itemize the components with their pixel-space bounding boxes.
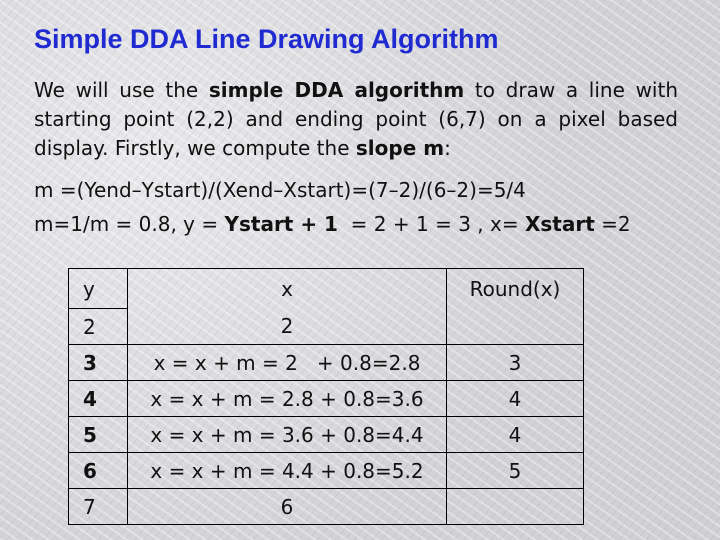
table-row [69, 489, 584, 525]
intro-text-2: to draw a line with starting point (2,2) and ending point (6,7) on a pixel based display. Firstly, we compute the [34, 78, 679, 160]
table-row [69, 453, 584, 489]
cell-round [447, 489, 584, 525]
dda-table [68, 268, 584, 525]
cell-y: 3 [69, 345, 128, 381]
intro-text-1: We will use the [34, 78, 209, 102]
increment-formula [34, 212, 631, 236]
header-round: Round(x) [447, 269, 584, 309]
cell-y: 2 [69, 309, 128, 345]
slope-formula: m =(Yend–Ystart)/(Xend–Xstart)=(7–2)/(6–2)=5/4 [34, 178, 526, 202]
cell-x: x = x + m = 2.8 + 0.8=3.6 [128, 381, 447, 417]
table-header-row [69, 269, 584, 309]
intro-text-3: : [444, 136, 451, 160]
cell-round: 4 [447, 381, 584, 417]
intro-bold-2: slope m [355, 136, 445, 160]
cell-x: 2 [128, 309, 447, 345]
increment-bold-1: Ystart + 1 [224, 212, 338, 236]
cell-x: x = x + m = 3.6 + 0.8=4.4 [128, 417, 447, 453]
increment-text-3: =2 [594, 212, 631, 236]
cell-x: 6 [128, 489, 447, 525]
increment-bold-2: Xstart [524, 212, 595, 236]
intro-bold-1: simple DDA algorithm [208, 78, 465, 102]
table-row [69, 309, 584, 345]
table-row [69, 381, 584, 417]
slide-title: Simple DDA Line Drawing Algorithm [34, 24, 499, 54]
increment-text-2: = 2 + 1 = 3 , x= [337, 212, 525, 236]
header-y: y [69, 269, 128, 309]
cell-round: 4 [447, 417, 584, 453]
cell-round: 5 [447, 453, 584, 489]
table-row [69, 417, 584, 453]
cell-round: 3 [447, 345, 584, 381]
header-x: x [128, 269, 447, 309]
cell-x: x = x + m = 4.4 + 0.8=5.2 [128, 453, 447, 489]
cell-y: 6 [69, 453, 128, 489]
cell-round [447, 309, 584, 345]
table-row [69, 345, 584, 381]
cell-x: x = x + m = 2 + 0.8=2.8 [128, 345, 447, 381]
intro-paragraph [34, 76, 678, 163]
cell-y: 7 [69, 489, 128, 525]
cell-y: 5 [69, 417, 128, 453]
cell-y: 4 [69, 381, 128, 417]
increment-text-1: m=1/m = 0.8, y = [34, 212, 225, 236]
